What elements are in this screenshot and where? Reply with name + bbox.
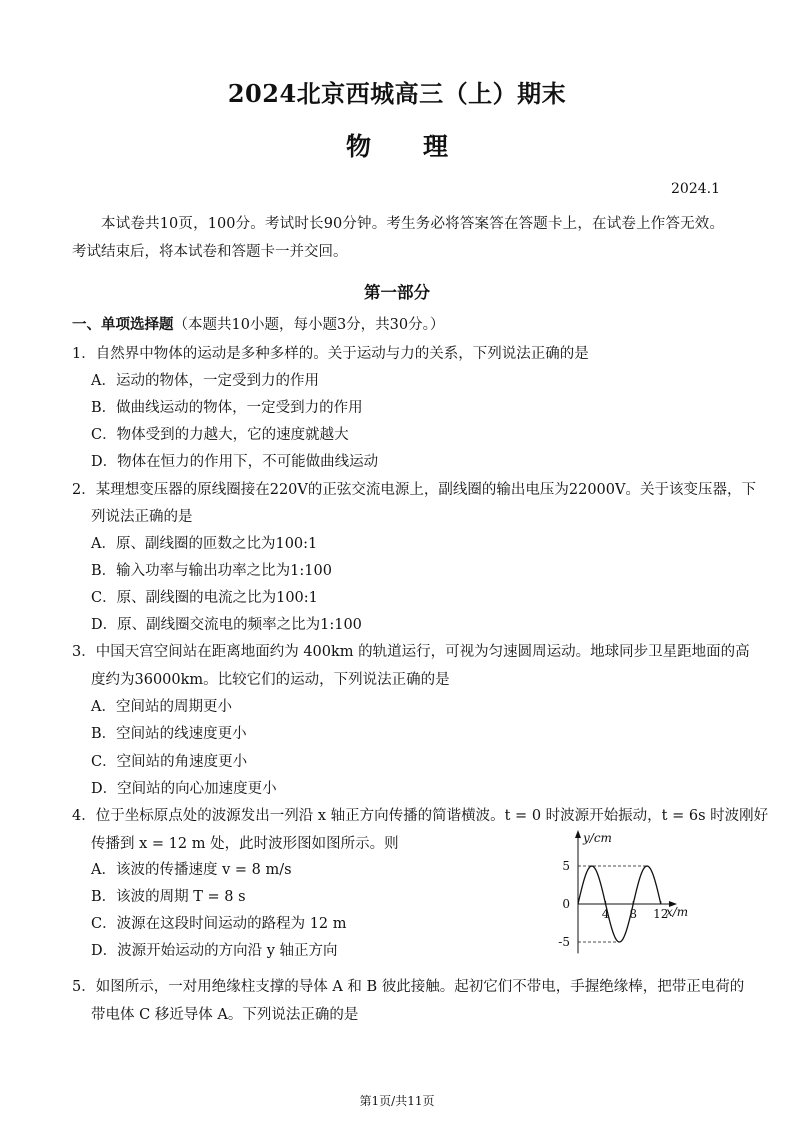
question-4-option-d: D．波源开始运动的方向沿 y 轴正方向 [91,943,338,959]
subject-char-2: 理 [423,132,449,161]
subject-char-1: 物 [345,132,371,161]
question-1-stem: 1．自然界中物体的运动是多种多样的。关于运动与力的关系，下列说法正确的是 [72,346,589,362]
question-2-option-d: D．原、副线圈交流电的频率之比为1:100 [91,617,362,633]
exam-date: 2024.1 [671,181,720,197]
question-1-option-b: B．做曲线运动的物体，一定受到力的作用 [91,400,363,416]
part-title: 第一部分 [364,283,430,302]
question-4-stem-cont: 传播到 x = 12 m 处，此时波形图如图所示。则 [91,836,399,852]
page-title: 2024北京西城高三（上）期末 [227,79,567,108]
question-4-option-a: A．该波的传播速度 v = 8 m/s [91,862,292,878]
section-heading [72,313,444,334]
section-note: （本题共10小题，每小题3分，共30分。） [173,317,445,333]
y-axis-arrow [575,830,581,838]
y-tick-label: 0 [562,897,570,911]
x-axis-label: x/m [665,905,689,919]
x-tick-label: 12 [653,907,669,921]
y-axis-label: y/cm [583,831,612,845]
question-4-option-b: B．该波的周期 T = 8 s [91,889,246,905]
y-tick-label: -5 [558,935,570,949]
question-1-option-d: D．物体在恒力的作用下，不可能做曲线运动 [91,454,379,470]
question-1-option-a: A．运动的物体，一定受到力的作用 [91,373,319,389]
question-3-option-b: B．空间站的线速度更小 [91,726,247,742]
page-footer: 第1页/共11页 [359,1094,435,1108]
question-4-stem: 4．位于坐标原点处的波源发出一列沿 x 轴正方向传播的简谐横波。t = 0 时波源开始振动，t = 6s 时波刚好 [72,808,769,824]
question-2-option-c: C．原、副线圈的电流之比为100:1 [91,590,318,606]
question-4-option-c: C．波源在这段时间运动的路程为 12 m [91,916,347,932]
y-tick-label: 5 [562,859,570,873]
question-1-option-c: C．物体受到的力越大，它的速度就越大 [91,427,349,443]
question-3-option-c: C．空间站的角速度更小 [91,754,248,770]
question-3-stem-cont: 度约为36000km。比较它们的运动，下列说法正确的是 [91,672,450,688]
section-name: 一、单项选择题 [72,316,174,333]
question-5-stem: 5．如图所示，一对用绝缘柱支撑的导体 A 和 B 彼此接触。起初它们不带电，手握绝缘棒，把带正电荷的 [72,979,745,995]
x-tick-label: 4 [601,907,610,921]
x-tick-label: 8 [629,907,638,921]
question-2-option-b: B．输入功率与输出功率之比为1:100 [91,563,332,579]
question-3-option-d: D．空间站的向心加速度更小 [91,781,277,797]
subject-title [0,127,794,163]
question-2-option-a: A．原、副线圈的匝数之比为100:1 [91,536,318,552]
question-5-stem-cont: 带电体 C 移近导体 A。下列说法正确的是 [91,1007,359,1023]
question-3-stem: 3．中国天宫空间站在距离地面约为 400km 的轨道运行，可视为匀速圆周运动。地球同步卫星距地面的高 [72,644,750,660]
question-3-option-a: A．空间站的周期更小 [91,699,232,715]
intro-paragraph: 本试卷共10页，100分。考试时长90分钟。考生务必将答案答在答题卡上，在试卷上作答无效。考试结束后，将本试卷和答题卡一并交回。 [72,216,724,260]
question-2-stem-cont: 列说法正确的是 [91,509,193,525]
wave-figure [550,826,730,956]
question-2-stem: 2．某理想变压器的原线圈接在220V的正弦交流电源上，副线圈的输出电压为22000V。关于该变压器，下 [72,482,756,498]
